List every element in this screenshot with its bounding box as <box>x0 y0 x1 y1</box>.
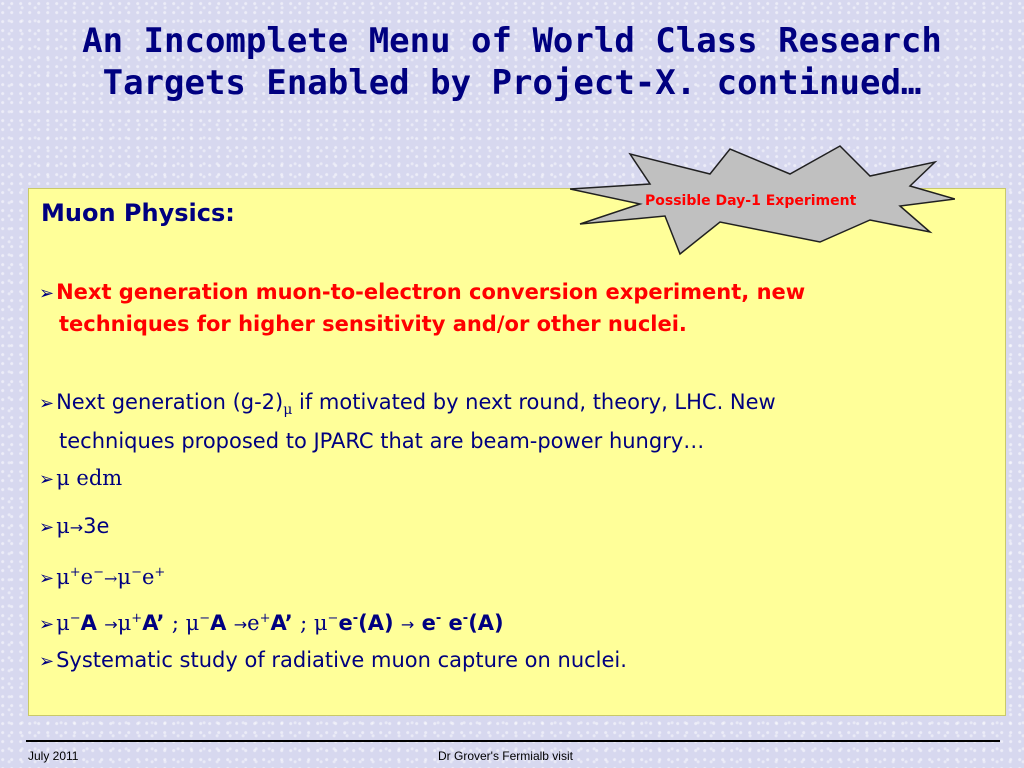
charge-sup: − <box>199 611 211 626</box>
electron-symbol: e <box>414 611 436 635</box>
bullet-mu-3e <box>39 511 989 543</box>
bullet-radiative-capture <box>39 645 989 677</box>
bullet-g2-line2: techniques proposed to JPARC that are beam-power hungry… <box>59 429 705 454</box>
title-line-2: Targets Enabled by Project-X. continued… <box>102 63 922 103</box>
arrow-symbol: → <box>104 615 118 634</box>
arrow-symbol: → <box>400 615 415 634</box>
bullet-mu2e-line1: Next generation muon-to-electron conversion experiment, new <box>56 280 806 304</box>
electron-symbol: e <box>247 611 260 635</box>
footer-divider <box>26 740 1000 742</box>
separator: ; <box>300 611 314 635</box>
charge-sup: + <box>69 565 81 580</box>
arrow-symbol: → <box>69 518 84 537</box>
bullet-arrow-icon: ➢ <box>39 614 55 635</box>
electron-symbol: e <box>441 611 463 635</box>
arrow-symbol: → <box>233 615 248 634</box>
bullet-muonium <box>39 557 989 594</box>
footer-caption: Dr Grover's Fermialb visit <box>438 749 573 763</box>
charge-sup: − <box>131 565 142 580</box>
charge-sup: − <box>69 611 81 626</box>
charge-sup: + <box>131 611 143 626</box>
bullet-g2 <box>39 387 989 457</box>
nucleus-a: A <box>210 611 234 635</box>
mu-symbol: μ <box>56 514 70 538</box>
bullet-arrow-icon: ➢ <box>39 283 55 304</box>
footer-date: July 2011 <box>28 749 79 763</box>
nucleus-a: A <box>80 611 105 635</box>
charge-sup: + <box>154 565 166 580</box>
bullet-mu2e <box>39 277 989 340</box>
charge-sup: - <box>352 611 359 626</box>
nucleus-a-prime: A’ <box>270 611 301 635</box>
mu-symbol: μ <box>313 611 328 635</box>
mu-symbol: μ <box>185 611 200 635</box>
nucleus-a-prime: A’ <box>142 611 172 635</box>
charge-sup: − <box>327 611 339 626</box>
bullet-arrow-icon: ➢ <box>39 517 55 538</box>
bullet-arrow-icon: ➢ <box>39 393 55 414</box>
bullet-mu-edm-text: μ edm <box>56 466 123 490</box>
bullet-g2-text-b: if motivated by next round, theory, LHC. New <box>292 390 776 414</box>
charge-sup: - <box>435 611 442 626</box>
bullet-arrow-icon: ➢ <box>39 568 55 589</box>
charge-sup: + <box>259 611 271 626</box>
charge-sup: − <box>93 565 104 580</box>
mu-symbol: μ <box>117 565 132 589</box>
electron-symbol: e <box>338 611 353 635</box>
arrow-symbol: → <box>104 569 118 588</box>
mu-symbol: μ <box>56 611 70 635</box>
mu-symbol: μ <box>56 565 70 589</box>
nucleus-a-paren: (A) <box>358 611 401 635</box>
callout-label: Possible Day-1 Experiment <box>645 193 857 209</box>
bullet-arrow-icon: ➢ <box>39 651 55 672</box>
bullet-radiative-capture-text: Systematic study of radiative muon capture on nuclei. <box>56 648 627 672</box>
slide-title <box>0 20 1024 104</box>
bullet-mu-edm <box>39 463 989 495</box>
bullet-mu-3e-text: 3e <box>83 514 110 538</box>
title-line-1: An Incomplete Menu of World Class Research <box>82 21 942 61</box>
bullet-g2-sub: μ <box>283 402 293 419</box>
content-box <box>28 188 1006 716</box>
bullet-lfv-reactions <box>39 603 989 640</box>
separator: ; <box>171 611 186 635</box>
bullet-arrow-icon: ➢ <box>39 469 55 490</box>
section-heading: Muon Physics: <box>41 199 235 227</box>
bullet-mu2e-line2: techniques for higher sensitivity and/or other nuclei. <box>59 312 687 336</box>
mu-symbol: μ <box>117 611 132 635</box>
nucleus-a-paren: (A) <box>468 611 504 635</box>
electron-symbol: e <box>80 565 94 589</box>
bullet-g2-text-a: Next generation (g-2) <box>56 390 284 414</box>
electron-symbol: e <box>141 565 155 589</box>
charge-sup: - <box>462 611 469 626</box>
